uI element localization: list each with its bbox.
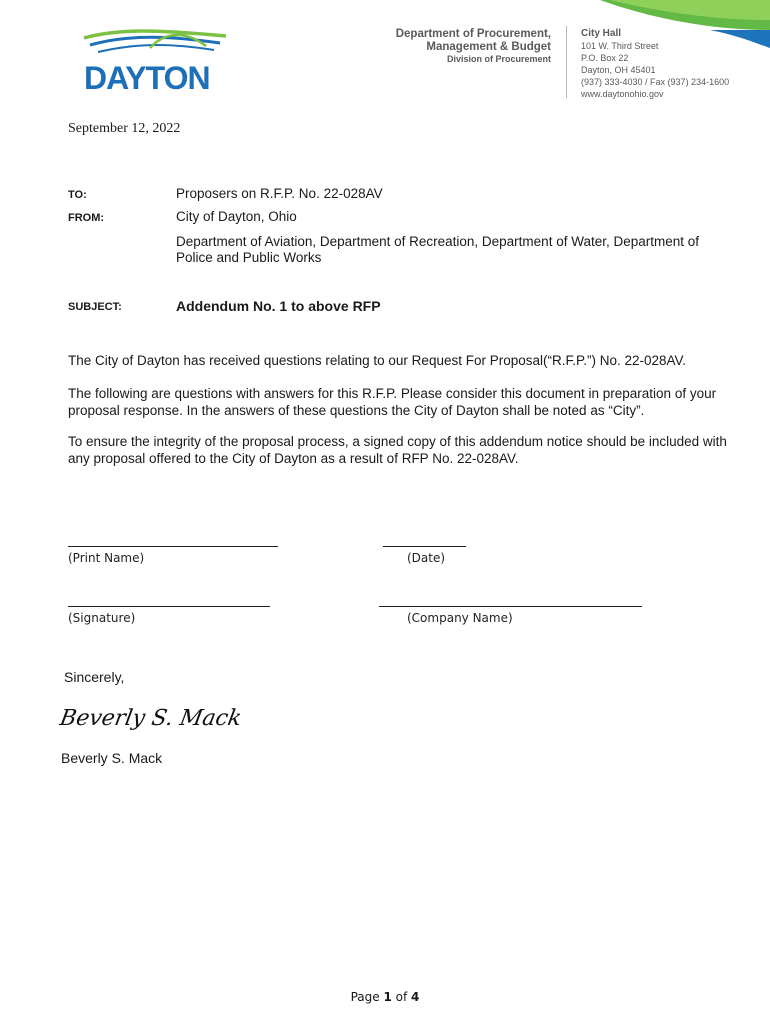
from-value-2: Department of Aviation, Department of Recreation, Department of Water, Department of Police and Public Works — [176, 234, 700, 265]
paragraph-3: To ensure the integrity of the proposal process, a signed copy of this addendum notice should be included with any proposal offered to the City of Dayton as a result of RFP No. 22-028AV. — [68, 434, 727, 466]
address-street: 101 W. Third Street — [581, 41, 659, 51]
address-city: Dayton, OH 45401 — [581, 65, 656, 75]
company-name-line[interactable] — [379, 606, 642, 607]
to-value: Proposers on R.F.P. No. 22-028AV — [176, 186, 383, 201]
address-web[interactable]: www.daytonohio.gov — [581, 89, 664, 99]
dept-line-3: Division of Procurement — [446, 54, 551, 64]
date-label: (Date) — [407, 551, 446, 565]
dept-line-1: Department of Procurement, — [395, 28, 551, 40]
signature-line[interactable] — [68, 606, 270, 607]
signature-label: (Signature) — [68, 611, 136, 625]
handwritten-signature — [58, 697, 244, 737]
date-line[interactable] — [383, 546, 466, 547]
svg-text:DAYTON: DAYTON — [84, 60, 210, 96]
from-label: FROM: — [68, 212, 105, 224]
subject-value: Addendum No. 1 to above RFP — [176, 298, 381, 314]
closing-sincerely: Sincerely, — [64, 669, 125, 685]
address-title: City Hall — [581, 28, 622, 39]
signer-name: Beverly S. Mack — [61, 750, 163, 766]
paragraph-1: The City of Dayton has received questions relating to our Request For Proposal(“R.F.P.”) No. 22-028AV. — [68, 353, 687, 368]
company-name-label: (Company Name) — [407, 611, 513, 625]
print-name-line[interactable] — [68, 546, 278, 547]
address-phone: (937) 333-4030 / Fax (937) 234-1600 — [581, 77, 730, 87]
to-label: TO: — [68, 189, 87, 201]
letter-date: September 12, 2022 — [68, 121, 181, 136]
from-value-1: City of Dayton, Ohio — [176, 209, 297, 224]
address-po-box: P.O. Box 22 — [581, 53, 629, 63]
subject-label: SUBJECT: — [68, 301, 122, 313]
dayton-logo — [80, 28, 230, 94]
dept-line-2: Management & Budget — [426, 41, 551, 53]
header-divider — [566, 26, 567, 98]
print-name-label: (Print Name) — [68, 551, 145, 565]
paragraph-2: The following are questions with answers for this R.F.P. Please consider this document in preparation of your proposal response. In the answers of these questions the City of Dayton shall be noted as “City”. — [68, 386, 717, 418]
page-indicator: Page 1 of 4 — [350, 990, 420, 1004]
svg-text:Beverly S. Mack: Beverly S. Mack — [58, 705, 244, 731]
